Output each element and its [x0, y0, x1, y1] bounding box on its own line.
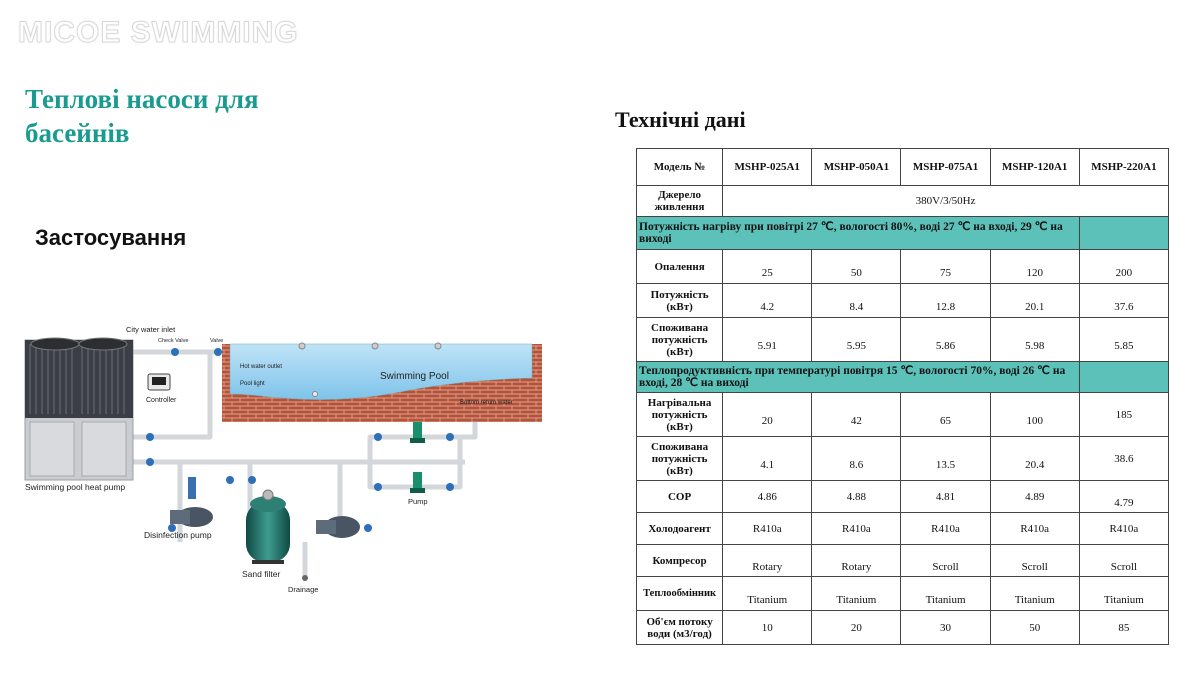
cop-cell: 4.79	[1079, 481, 1168, 513]
refrigerant-cell: R410a	[723, 513, 812, 545]
label-heat-pump: Swimming pool heat pump	[25, 482, 126, 492]
label-sand-filter: Sand filter	[242, 569, 281, 579]
label-pump: Pump	[408, 497, 428, 506]
table-row	[637, 318, 1169, 362]
model-cell: MSHP-220A1	[1079, 149, 1168, 186]
power-supply-label: Джерело живлення	[637, 186, 723, 217]
water-flow-cell: 50	[990, 611, 1079, 645]
refrigerant-cell: R410a	[812, 513, 901, 545]
compressor-label: Компресор	[637, 545, 723, 577]
refrigerant-label: Холодоагент	[637, 513, 723, 545]
heat-output-cell: 185	[1079, 393, 1168, 437]
brand-logo: MICOE SWIMMING	[18, 16, 299, 49]
compressor-cell: Scroll	[901, 545, 990, 577]
heat-exchanger-cell: Titanium	[901, 577, 990, 611]
swimming-pool	[222, 343, 542, 422]
label-disinfection-pump: Disinfection pump	[144, 530, 212, 540]
consumed-power-cell: 5.98	[990, 318, 1079, 362]
label-check-valve: Check Valve	[158, 338, 189, 344]
consumed-power-cell: 5.86	[901, 318, 990, 362]
consumed-power-cell: 5.85	[1079, 318, 1168, 362]
label-hot-water-outlet: Hot water outlet	[240, 364, 283, 370]
condition-empty-cell	[1079, 217, 1168, 250]
table-row	[637, 393, 1169, 437]
condition-heading: Теплопродуктивність при температурі повітря 15 ℃, вологості 70%, воді 26 ℃ на вході, 28 ℃ на виході	[637, 362, 1080, 393]
label-swimming-pool: Swimming Pool	[380, 371, 449, 382]
table-row	[637, 437, 1169, 481]
table-row	[637, 545, 1169, 577]
model-cell: MSHP-075A1	[901, 149, 990, 186]
heating-cell: 200	[1079, 250, 1168, 284]
compressor-cell: Scroll	[990, 545, 1079, 577]
cop-cell: 4.86	[723, 481, 812, 513]
table-row	[637, 611, 1169, 645]
label-city-water-inlet: City water inlet	[126, 325, 176, 334]
heating-cell: 50	[812, 250, 901, 284]
power-cell: 20.1	[990, 284, 1079, 318]
circulation-pump-icon	[316, 516, 360, 538]
pump-icon	[410, 422, 425, 493]
label-pool-light: Pool light	[240, 381, 265, 387]
label-controller: Controller	[146, 397, 177, 404]
heat-exchanger-label: Теплообмінник	[637, 577, 723, 611]
power-supply-value: 380V/3/50Hz	[723, 186, 1169, 217]
power-cell: 37.6	[1079, 284, 1168, 318]
table-row	[637, 362, 1169, 393]
label-drainage: Drainage	[288, 585, 319, 594]
label-bottom-return-water: Bottom return water	[460, 400, 513, 406]
model-label: Модель №	[637, 149, 723, 186]
table-row	[637, 250, 1169, 284]
cop-cell: 4.88	[812, 481, 901, 513]
model-cell: MSHP-025A1	[723, 149, 812, 186]
model-cell: MSHP-050A1	[812, 149, 901, 186]
heating-cell: 75	[901, 250, 990, 284]
heat-exchanger-cell: Titanium	[990, 577, 1079, 611]
heat-pump-unit	[25, 338, 133, 480]
table-row	[637, 149, 1169, 186]
heat-exchanger-cell: Titanium	[723, 577, 812, 611]
table-row	[637, 284, 1169, 318]
water-flow-label: Об'єм потоку води (м3/год)	[637, 611, 723, 645]
refrigerant-cell: R410a	[1079, 513, 1168, 545]
consumed-power-cell: 5.91	[723, 318, 812, 362]
table-row	[637, 186, 1169, 217]
model-cell: MSHP-120A1	[990, 149, 1079, 186]
water-flow-cell: 30	[901, 611, 990, 645]
spec-table	[636, 148, 1169, 645]
consumed-power-label: Споживана потужність (кВт)	[637, 437, 723, 481]
power-cell: 12.8	[901, 284, 990, 318]
power-cell: 4.2	[723, 284, 812, 318]
heat-exchanger-cell: Titanium	[812, 577, 901, 611]
power-label: Потужність (кВт)	[637, 284, 723, 318]
heating-cell: 25	[723, 250, 812, 284]
water-flow-cell: 10	[723, 611, 812, 645]
condition-heading: Потужність нагріву при повітрі 27 ℃, вологості 80%, воді 27 ℃ на вході, 29 ℃ на виході	[637, 217, 1080, 250]
water-flow-cell: 85	[1079, 611, 1168, 645]
consumed-power-cell: 8.6	[812, 437, 901, 481]
water-flow-cell: 20	[812, 611, 901, 645]
table-row	[637, 217, 1169, 250]
consumed-power-label: Споживана потужність (кВт)	[637, 318, 723, 362]
pool-system-diagram	[20, 322, 550, 602]
consumed-power-cell: 20.4	[990, 437, 1079, 481]
table-row	[637, 577, 1169, 611]
consumed-power-cell: 5.95	[812, 318, 901, 362]
sand-filter-icon	[246, 490, 290, 564]
heat-output-cell: 65	[901, 393, 990, 437]
heat-output-cell: 20	[723, 393, 812, 437]
cop-cell: 4.81	[901, 481, 990, 513]
compressor-cell: Scroll	[1079, 545, 1168, 577]
refrigerant-cell: R410a	[990, 513, 1079, 545]
heating-label: Опалення	[637, 250, 723, 284]
application-heading: Застосування	[35, 225, 187, 250]
compressor-cell: Rotary	[723, 545, 812, 577]
table-row	[637, 513, 1169, 545]
heat-output-cell: 42	[812, 393, 901, 437]
heat-output-cell: 100	[990, 393, 1079, 437]
label-valve: Valve	[210, 338, 224, 344]
consumed-power-cell: 38.6	[1079, 437, 1168, 481]
disinfection-pump-icon	[170, 477, 213, 527]
heat-output-label: Нагрівальна потужність (кВт)	[637, 393, 723, 437]
power-cell: 8.4	[812, 284, 901, 318]
condition-empty-cell	[1079, 362, 1168, 393]
cop-label: COP	[637, 481, 723, 513]
consumed-power-cell: 4.1	[723, 437, 812, 481]
heat-exchanger-cell: Titanium	[1079, 577, 1168, 611]
refrigerant-cell: R410a	[901, 513, 990, 545]
cop-cell: 4.89	[990, 481, 1079, 513]
compressor-cell: Rotary	[812, 545, 901, 577]
consumed-power-cell: 13.5	[901, 437, 990, 481]
tech-data-heading: Технічні дані	[615, 107, 746, 132]
table-row	[637, 481, 1169, 513]
heating-cell: 120	[990, 250, 1079, 284]
page-title: Теплові насоси для басейнів	[25, 84, 259, 148]
